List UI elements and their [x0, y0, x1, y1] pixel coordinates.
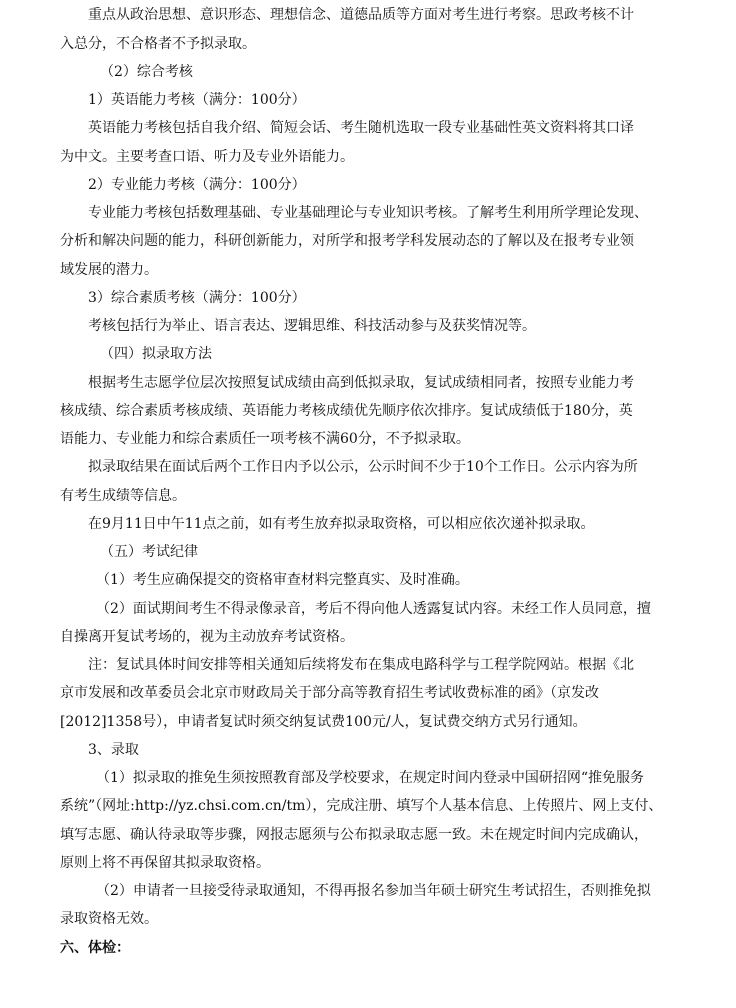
- paragraph-line: 根据考生志愿学位层次按照复试成绩由高到低拟录取，复试成绩相同者，按照专业能力考: [88, 375, 634, 391]
- paragraph-line: 为中文。主要考查口语、听力及专业外语能力。: [60, 149, 354, 165]
- paragraph-line: （1）拟录取的推免生须按照教育部及学校要求，在规定时间内登录中国研招网“推免服务: [96, 770, 645, 786]
- paragraph-line: （2）面试期间考生不得录像录音，考后不得向他人透露复试内容。未经工作人员同意，擅: [96, 601, 651, 617]
- paragraph-line: 在9月11日中午11点之前，如有考生放弃拟录取资格，可以相应依次递补拟录取。: [88, 516, 595, 532]
- section-heading: 3、录取: [88, 742, 139, 758]
- paragraph-line: [2012]1358号），申请者复试时须交纳复试费100元/人，复试费交纳方式另行通知。: [60, 714, 587, 730]
- section-heading: （五）考试纪律: [100, 544, 198, 560]
- section-heading: （四）拟录取方法: [100, 346, 212, 362]
- paragraph-line: 语能力、专业能力和综合素质任一项考核不满60分，不予拟录取。: [60, 431, 470, 447]
- paragraph-line: 入总分，不合格者不予拟录取。: [60, 36, 256, 52]
- paragraph-line: 域发展的潜力。: [60, 262, 158, 278]
- paragraph-line: 原则上将不再保留其拟录取资格。: [60, 855, 270, 871]
- paragraph-line: 自操离开复试考场的，视为主动放弃考试资格。: [60, 629, 354, 645]
- paragraph-line: 录取资格无效。: [60, 911, 158, 927]
- paragraph-line: 英语能力考核包括自我介绍、简短会话、考生随机选取一段专业基础性英文资料将其口译: [88, 120, 634, 136]
- paragraph-line: 填写志愿、确认待录取等步骤，网报志愿须与公布拟录取志愿一致。未在规定时间内完成确认，: [60, 827, 648, 843]
- paragraph-line: 核成绩、综合素质考核成绩、英语能力考核成绩优先顺序依次排序。复试成绩低于180分，英: [60, 403, 633, 419]
- paragraph-line: （1）考生应确保提交的资格审查材料完整真实、及时准确。: [96, 572, 469, 588]
- paragraph-line: 考核包括行为举止、语言表达、逻辑思维、科技活动参与及获奖情况等。: [88, 318, 536, 334]
- paragraph-line: （2）申请者一旦接受待录取通知，不得再报名参加当年硕士研究生考试招生，否则推免拟: [96, 883, 651, 899]
- paragraph-line: 重点从政治思想、意识形态、理想信念、道德品质等方面对考生进行考察。思政考核不计: [88, 7, 634, 23]
- paragraph-line: 系统”（网址:http://yz.chsi.com.cn/tm），完成注册、填写个人基本信息、上传照片、网上支付、: [60, 798, 663, 814]
- subsection-heading: 2）专业能力考核（满分：100分）: [88, 177, 306, 193]
- subsection-heading: 3）综合素质考核（满分：100分）: [88, 290, 306, 306]
- section-heading: （2）综合考核: [100, 64, 193, 80]
- paragraph-line: 注：复试具体时间安排等相关通知后续将发布在集成电路科学与工程学院网站。根据《北: [88, 657, 634, 673]
- chapter-heading: 六、体检：: [60, 940, 130, 956]
- paragraph-line: 京市发展和改革委员会北京市财政局关于部分高等教育招生考试收费标准的函》（京发改: [60, 685, 599, 701]
- paragraph-line: 拟录取结果在面试后两个工作日内予以公示，公示时间不少于10个工作日。公示内容为所: [88, 459, 638, 475]
- paragraph-line: 分析和解决问题的能力，科研创新能力，对所学和报考学科发展动态的了解以及在报考专业领: [60, 233, 634, 249]
- subsection-heading: 1）英语能力考核（满分：100分）: [88, 92, 306, 108]
- paragraph-line: 专业能力考核包括数理基础、专业基础理论与专业知识考核。了解考生利用所学理论发现、: [88, 205, 648, 221]
- paragraph-line: 有考生成绩等信息。: [60, 488, 186, 504]
